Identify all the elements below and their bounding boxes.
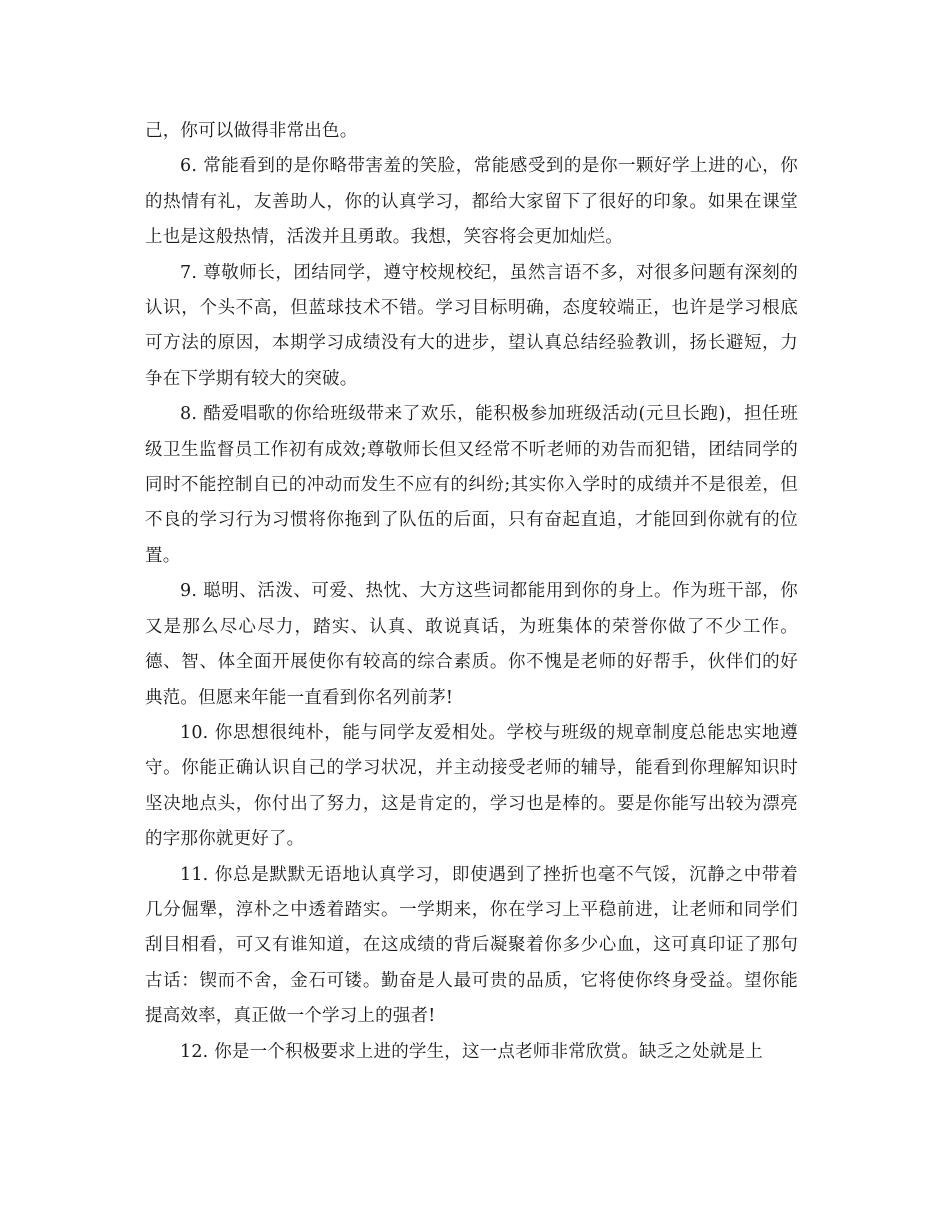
paragraph-number: 8.: [180, 404, 198, 425]
paragraph-number: 9.: [180, 581, 198, 602]
paragraph-number: 7.: [180, 262, 198, 283]
paragraph-text: 你总是默默无语地认真学习，即使遇到了挫折也毫不气馁，沉静之中带着几分倔犟，淳朴之中透着踏实。一学期来，你在学习上平稳前进，让老师和同学们刮目相看，可又有谁知道，在这成绩的背后凝聚着你多少心血，这可真印证了那句古话：锲而不舍，金石可镂。勤奋是人最可贵的品质，它将使你终身受益。望你能提高效率，真正做一个学习上的强者!: [145, 864, 798, 1027]
paragraph-number: 6.: [180, 156, 198, 177]
paragraph-item-8: [145, 397, 798, 574]
paragraph-text: 你思想很纯朴，能与同学友爱相处。学校与班级的规章制度总能忠实地遵守。你能正确认识自己的学习状况，并主动接受老师的辅导，能看到你理解知识时坚决地点头，你付出了努力，这是肯定的，学习也是棒的。要是你能写出较为漂亮的字那你就更好了。: [145, 722, 798, 850]
paragraph-text: 己，你可以做得非常出色。: [145, 121, 358, 141]
document-body: [145, 114, 798, 1070]
paragraph-item-7: [145, 256, 798, 398]
paragraph-item-6: [145, 149, 798, 255]
paragraph-text: 酷爱唱歌的你给班级带来了欢乐，能积极参加班级活动(元旦长跑)，担任班级卫生监督员工作初有成效;尊敬师长但又经常不听老师的劝告而犯错，团结同学的同时不能控制自已的冲动而发生不应有的纠纷;其实你入学时的成绩并不是很差，但不良的学习行为习惯将你拖到了队伍的后面，只有奋起直追，才能回到你就有的位置。: [145, 404, 799, 566]
paragraph-text: 尊敬师长，团结同学，遵守校规校纪，虽然言语不多，对很多问题有深刻的认识，个头不高，但蓝球技术不错。学习目标明确，态度较端正，也许是学习根底可方法的原因，本期学习成绩没有大的进步，望认真总结经验教训，扬长避短，力争在下学期有较大的突破。: [145, 262, 798, 389]
paragraph-number: 11.: [180, 864, 209, 885]
paragraph-text: 常能看到的是你略带害羞的笑脸，常能感受到的是你一颗好学上进的心，你的热情有礼，友善助人，你的认真学习，都给大家留下了很好的印象。如果在课堂上也是这般热情，活泼并且勇敢。我想，笑容将会更加灿烂。: [145, 156, 798, 248]
paragraph-item-9: [145, 574, 798, 716]
paragraph-text: 你是一个积极要求上进的学生，这一点老师非常欣赏。缺乏之处就是上: [214, 1041, 763, 1062]
paragraph-item-12: [145, 1035, 798, 1070]
paragraph-number: 12.: [180, 1041, 209, 1062]
paragraph-text: 聪明、活泼、可爱、热忱、大方这些词都能用到你的身上。作为班干部，你又是那么尽心尽力，踏实、认真、敢说真话，为班集体的荣誉你做了不少工作。德、智、体全面开展使你有较高的综合素质。你不愧是老师的好帮手，伙伴们的好典范。但愿来年能一直看到你名列前茅!: [145, 581, 798, 708]
paragraph-number: 10.: [180, 722, 209, 743]
paragraph-item-10: [145, 716, 798, 858]
paragraph-continuation: [145, 114, 798, 149]
paragraph-item-11: [145, 858, 798, 1035]
